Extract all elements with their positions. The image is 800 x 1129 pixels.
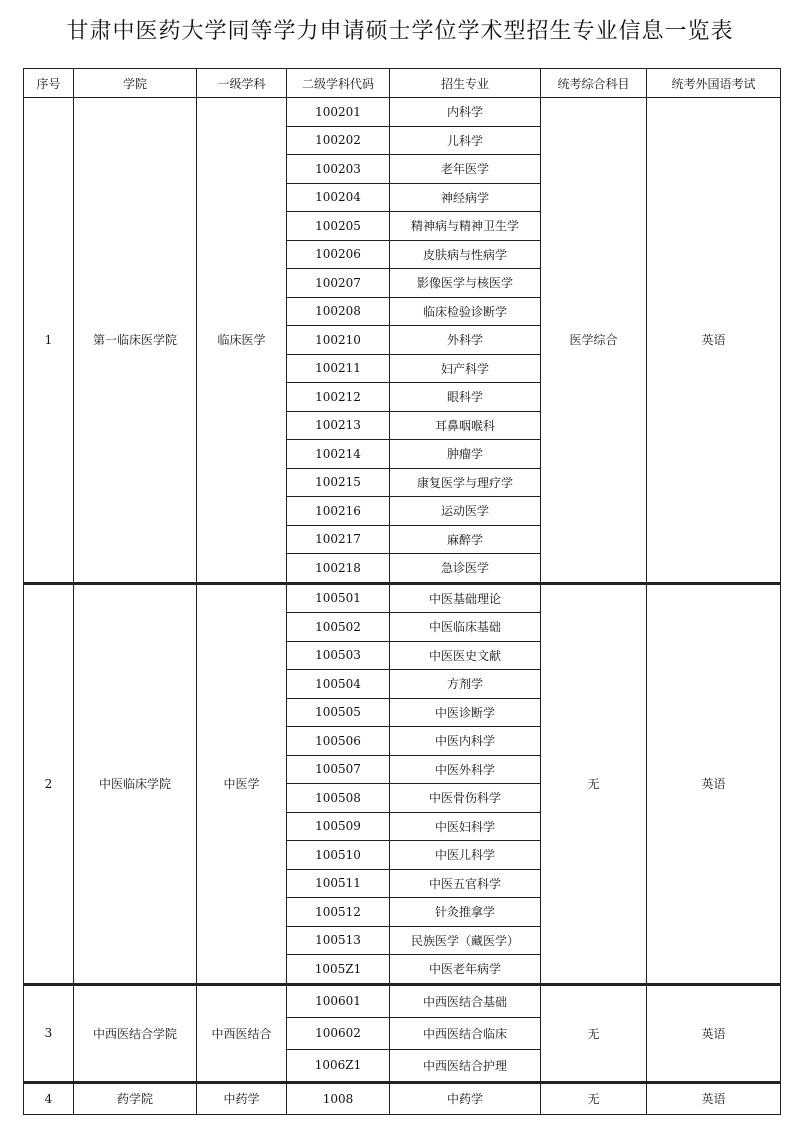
major-name: 中医老年病学 (390, 955, 541, 985)
major-name: 针灸推拿学 (390, 898, 541, 927)
major-name: 麻醉学 (390, 525, 541, 554)
major-name: 中医妇科学 (390, 812, 541, 841)
header-foreign-exam: 统考外国语考试 (647, 69, 781, 98)
major-name: 康复医学与理疗学 (390, 468, 541, 497)
major-code: 100211 (287, 354, 390, 383)
major-code: 100206 (287, 240, 390, 269)
exam-subject-cell: 无 (541, 583, 647, 984)
row-index: 3 (24, 984, 74, 1082)
major-code: 100507 (287, 755, 390, 784)
major-code: 100201 (287, 98, 390, 127)
major-code: 100602 (287, 1017, 390, 1049)
major-code: 100505 (287, 698, 390, 727)
major-name: 临床检验诊断学 (390, 297, 541, 326)
majors-table (23, 68, 781, 1115)
major-name: 耳鼻咽喉科 (390, 411, 541, 440)
major-name: 中医五官科学 (390, 869, 541, 898)
discipline-cell: 临床医学 (197, 98, 287, 584)
exam-subject-cell: 无 (541, 1082, 647, 1114)
major-name: 中医诊断学 (390, 698, 541, 727)
major-code: 100503 (287, 641, 390, 670)
header-row (24, 69, 781, 98)
header-major: 招生专业 (390, 69, 541, 98)
row-index: 4 (24, 1082, 74, 1114)
discipline-cell: 中药学 (197, 1082, 287, 1114)
major-name: 方剂学 (390, 670, 541, 699)
major-name: 儿科学 (390, 126, 541, 155)
foreign-exam-cell: 英语 (647, 583, 781, 984)
major-code: 1008 (287, 1082, 390, 1114)
header-exam-subject: 统考综合科目 (541, 69, 647, 98)
header-college: 学院 (74, 69, 197, 98)
major-name: 眼科学 (390, 383, 541, 412)
major-code: 100501 (287, 583, 390, 613)
major-name: 皮肤病与性病学 (390, 240, 541, 269)
major-code: 100205 (287, 212, 390, 241)
row-index: 2 (24, 583, 74, 984)
table-row (24, 583, 781, 613)
major-code: 100214 (287, 440, 390, 469)
major-code: 1006Z1 (287, 1049, 390, 1082)
major-code: 100217 (287, 525, 390, 554)
major-code: 100506 (287, 727, 390, 756)
major-name: 中医医史文献 (390, 641, 541, 670)
major-code: 100601 (287, 984, 390, 1017)
major-name: 中西医结合基础 (390, 984, 541, 1017)
major-code: 100213 (287, 411, 390, 440)
major-code: 100509 (287, 812, 390, 841)
discipline-cell: 中西医结合 (197, 984, 287, 1082)
table-row (24, 984, 781, 1017)
table-row (24, 98, 781, 127)
college-cell: 药学院 (74, 1082, 197, 1114)
row-index: 1 (24, 98, 74, 584)
college-cell: 第一临床医学院 (74, 98, 197, 584)
major-code: 100210 (287, 326, 390, 355)
foreign-exam-cell: 英语 (647, 984, 781, 1082)
major-code: 100513 (287, 926, 390, 955)
foreign-exam-cell: 英语 (647, 1082, 781, 1114)
major-name: 妇产科学 (390, 354, 541, 383)
major-code: 100512 (287, 898, 390, 927)
exam-subject-cell: 无 (541, 984, 647, 1082)
major-name: 内科学 (390, 98, 541, 127)
major-code: 100204 (287, 183, 390, 212)
major-name: 神经病学 (390, 183, 541, 212)
college-cell: 中西医结合学院 (74, 984, 197, 1082)
major-name: 中西医结合护理 (390, 1049, 541, 1082)
major-code: 100216 (287, 497, 390, 526)
major-code: 100215 (287, 468, 390, 497)
major-name: 影像医学与核医学 (390, 269, 541, 298)
major-code: 100208 (287, 297, 390, 326)
major-code: 100203 (287, 155, 390, 184)
major-code: 100212 (287, 383, 390, 412)
major-name: 民族医学（藏医学） (390, 926, 541, 955)
major-code: 100510 (287, 841, 390, 870)
major-name: 中西医结合临床 (390, 1017, 541, 1049)
major-name: 精神病与精神卫生学 (390, 212, 541, 241)
major-name: 中医临床基础 (390, 613, 541, 642)
foreign-exam-cell: 英语 (647, 98, 781, 584)
major-code: 100508 (287, 784, 390, 813)
major-name: 中医内科学 (390, 727, 541, 756)
college-cell: 中医临床学院 (74, 583, 197, 984)
header-index: 序号 (24, 69, 74, 98)
major-code: 100207 (287, 269, 390, 298)
major-code: 100511 (287, 869, 390, 898)
page-title: 甘肃中医药大学同等学力申请硕士学位学术型招生专业信息一览表 (66, 19, 734, 44)
major-name: 中药学 (390, 1082, 541, 1114)
major-code: 100202 (287, 126, 390, 155)
major-name: 中医儿科学 (390, 841, 541, 870)
major-code: 100504 (287, 670, 390, 699)
header-discipline: 一级学科 (197, 69, 287, 98)
major-name: 急诊医学 (390, 554, 541, 584)
major-name: 中医基础理论 (390, 583, 541, 613)
major-name: 中医外科学 (390, 755, 541, 784)
major-code: 100218 (287, 554, 390, 584)
major-name: 外科学 (390, 326, 541, 355)
table-row (24, 1082, 781, 1114)
discipline-cell: 中医学 (197, 583, 287, 984)
major-name: 肿瘤学 (390, 440, 541, 469)
major-name: 老年医学 (390, 155, 541, 184)
major-name: 运动医学 (390, 497, 541, 526)
header-code: 二级学科代码 (287, 69, 390, 98)
major-code: 100502 (287, 613, 390, 642)
major-code: 1005Z1 (287, 955, 390, 985)
major-name: 中医骨伤科学 (390, 784, 541, 813)
exam-subject-cell: 医学综合 (541, 98, 647, 584)
